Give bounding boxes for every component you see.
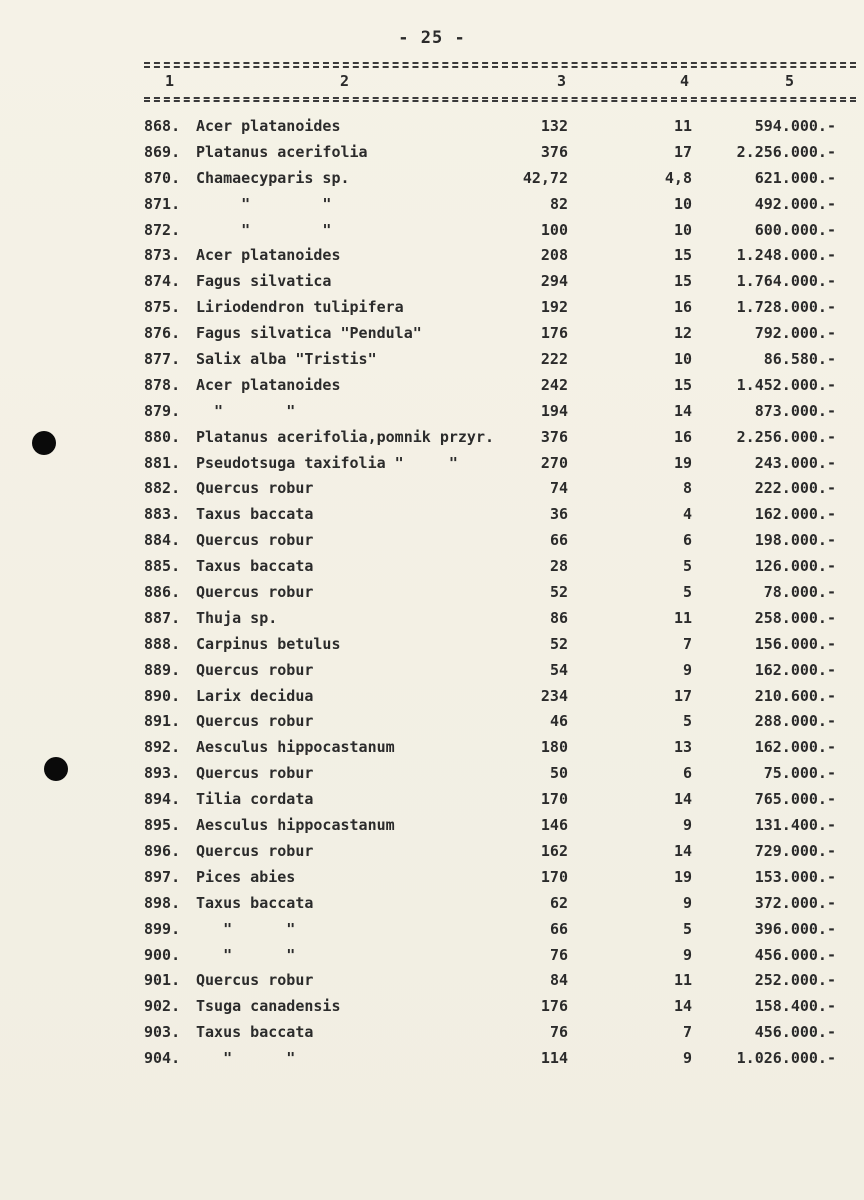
column-4-value: 16: [673, 427, 692, 446]
column-3-value: 294: [540, 272, 568, 291]
column-3-value: 46: [549, 712, 568, 731]
species-name: Tilia cordata: [196, 790, 314, 809]
column-4-value: 14: [673, 790, 692, 809]
row-number: 876.: [144, 324, 181, 343]
table-row: [0, 632, 864, 658]
species-name: " ": [196, 945, 296, 964]
column-5-value: 126.000.-: [754, 557, 836, 576]
column-5-value: 210.600.-: [754, 686, 836, 705]
species-name: " ": [196, 401, 296, 420]
species-name: " ": [196, 194, 332, 213]
column-5-value: 1.026.000.-: [736, 1049, 836, 1068]
column-5-value: 594.000.-: [754, 117, 836, 135]
row-number: 892.: [144, 738, 181, 757]
column-4-value: 15: [673, 272, 692, 291]
table-row: [0, 943, 864, 969]
column-4-value: 15: [673, 246, 692, 265]
column-4-value: 5: [682, 583, 692, 602]
column-5-value: 456.000.-: [754, 945, 836, 964]
column-5-value: 162.000.-: [754, 505, 836, 524]
row-number: 893.: [144, 764, 181, 783]
species-name: Platanus acerifolia: [196, 142, 368, 161]
species-name: Pices abies: [196, 867, 296, 886]
species-name: Taxus baccata: [196, 557, 314, 576]
column-4-value: 11: [673, 608, 692, 627]
column-4-value: 14: [673, 841, 692, 860]
table-row: [0, 917, 864, 943]
table-row: [0, 787, 864, 813]
column-3-value: 82: [549, 194, 568, 213]
column-4-value: 15: [673, 375, 692, 394]
table-row: [0, 528, 864, 554]
row-number: 873.: [144, 246, 181, 265]
species-name: Taxus baccata: [196, 1023, 314, 1042]
column-3-value: 114: [540, 1049, 568, 1068]
row-number: 879.: [144, 401, 181, 420]
table-row: [0, 166, 864, 192]
table-row: [0, 839, 864, 865]
column-header-4: 4: [680, 72, 690, 90]
column-4-value: 10: [673, 220, 692, 239]
species-name: Thuja sp.: [196, 608, 278, 627]
column-5-value: 86.580.-: [763, 350, 836, 369]
table-row: [0, 709, 864, 735]
row-number: 902.: [144, 997, 181, 1016]
table-row: [0, 658, 864, 684]
column-3-value: 194: [540, 401, 568, 420]
column-5-value: 873.000.-: [754, 401, 836, 420]
table-row: [0, 606, 864, 632]
column-5-value: 162.000.-: [754, 660, 836, 679]
column-4-value: 5: [682, 712, 692, 731]
row-number: 874.: [144, 272, 181, 291]
table-row: [0, 865, 864, 891]
column-4-value: 4: [682, 505, 692, 524]
table-row: [0, 218, 864, 244]
row-number: 883.: [144, 505, 181, 524]
row-number: 869.: [144, 142, 181, 161]
column-3-value: 66: [549, 531, 568, 550]
column-3-value: 162: [540, 841, 568, 860]
column-5-value: 456.000.-: [754, 1023, 836, 1042]
table-row: [0, 140, 864, 166]
species-name: Acer platanoides: [196, 375, 341, 394]
column-4-value: 9: [682, 945, 692, 964]
header-rule: [144, 66, 856, 68]
row-number: 889.: [144, 660, 181, 679]
row-number: 871.: [144, 194, 181, 213]
column-3-value: 42,72: [522, 168, 568, 187]
column-3-value: 86: [549, 608, 568, 627]
column-4-value: 19: [673, 453, 692, 472]
table-row: [0, 295, 864, 321]
row-number: 886.: [144, 583, 181, 602]
column-4-value: 19: [673, 867, 692, 886]
row-number: 894.: [144, 790, 181, 809]
row-number: 896.: [144, 841, 181, 860]
column-3-value: 54: [549, 660, 568, 679]
column-3-value: 36: [549, 505, 568, 524]
table-row: [0, 554, 864, 580]
row-number: 904.: [144, 1049, 181, 1068]
column-5-value: 252.000.-: [754, 971, 836, 990]
table-row: [0, 735, 864, 761]
table-row: [0, 399, 864, 425]
row-number: 895.: [144, 816, 181, 835]
column-3-value: 222: [540, 350, 568, 369]
table-row: [0, 451, 864, 477]
column-4-value: 12: [673, 324, 692, 343]
table-row: [0, 1046, 864, 1072]
column-4-value: 16: [673, 298, 692, 317]
column-5-value: 396.000.-: [754, 919, 836, 938]
column-5-value: 78.000.-: [763, 583, 836, 602]
header-rule: [144, 100, 856, 102]
row-number: 872.: [144, 220, 181, 239]
table-row: [0, 243, 864, 269]
species-name: Chamaecyparis sp.: [196, 168, 350, 187]
column-5-value: 158.400.-: [754, 997, 836, 1016]
column-4-value: 4,8: [664, 168, 692, 187]
column-3-value: 208: [540, 246, 568, 265]
column-3-value: 84: [549, 971, 568, 990]
column-5-value: 621.000.-: [754, 168, 836, 187]
column-header-1: 1: [165, 72, 175, 90]
header-rule: [144, 97, 856, 99]
column-5-value: 765.000.-: [754, 790, 836, 809]
species-name: Quercus robur: [196, 841, 314, 860]
column-5-value: 1.764.000.-: [736, 272, 836, 291]
column-4-value: 14: [673, 401, 692, 420]
row-number: 878.: [144, 375, 181, 394]
column-3-value: 242: [540, 375, 568, 394]
row-number: 890.: [144, 686, 181, 705]
column-3-value: 376: [540, 142, 568, 161]
column-3-value: 146: [540, 816, 568, 835]
column-5-value: 258.000.-: [754, 608, 836, 627]
column-5-value: 222.000.-: [754, 479, 836, 498]
row-number: 891.: [144, 712, 181, 731]
table-row: [0, 994, 864, 1020]
species-name: Quercus robur: [196, 971, 314, 990]
table-row: [0, 476, 864, 502]
column-header-2: 2: [340, 72, 350, 90]
species-name: Fagus silvatica "Pendula": [196, 324, 422, 343]
column-4-value: 8: [682, 479, 692, 498]
row-number: 881.: [144, 453, 181, 472]
table-row: [0, 502, 864, 528]
row-number: 870.: [144, 168, 181, 187]
column-4-value: 17: [673, 686, 692, 705]
species-name: Pseudotsuga taxifolia " ": [196, 453, 458, 472]
table-row: [0, 425, 864, 451]
column-header-5: 5: [785, 72, 795, 90]
column-3-value: 192: [540, 298, 568, 317]
row-number: 900.: [144, 945, 181, 964]
table-row: [0, 192, 864, 218]
species-name: " ": [196, 220, 332, 239]
column-3-value: 76: [549, 1023, 568, 1042]
column-5-value: 2.256.000.-: [736, 142, 836, 161]
column-3-value: 52: [549, 634, 568, 653]
species-name: " ": [196, 919, 296, 938]
column-3-value: 270: [540, 453, 568, 472]
table-row: [0, 347, 864, 373]
species-name: Salix alba "Tristis": [196, 350, 377, 369]
column-5-value: 1.248.000.-: [736, 246, 836, 265]
column-3-value: 74: [549, 479, 568, 498]
table-row: [0, 813, 864, 839]
column-4-value: 17: [673, 142, 692, 161]
table-row: [0, 321, 864, 347]
row-number: 884.: [144, 531, 181, 550]
header-rule: [144, 62, 856, 64]
column-4-value: 14: [673, 997, 692, 1016]
row-number: 899.: [144, 919, 181, 938]
column-3-value: 50: [549, 764, 568, 783]
column-5-value: 198.000.-: [754, 531, 836, 550]
row-number: 880.: [144, 427, 181, 446]
column-5-value: 792.000.-: [754, 324, 836, 343]
column-4-value: 6: [682, 531, 692, 550]
species-name: Quercus robur: [196, 583, 314, 602]
species-name: Carpinus betulus: [196, 634, 341, 653]
column-header-3: 3: [557, 72, 567, 90]
column-3-value: 52: [549, 583, 568, 602]
column-5-value: 600.000.-: [754, 220, 836, 239]
column-4-value: 7: [682, 634, 692, 653]
column-5-value: 729.000.-: [754, 841, 836, 860]
species-name: Quercus robur: [196, 531, 314, 550]
column-3-value: 170: [540, 867, 568, 886]
column-4-value: 9: [682, 816, 692, 835]
species-name: Larix decidua: [196, 686, 314, 705]
column-5-value: 75.000.-: [763, 764, 836, 783]
column-3-value: 170: [540, 790, 568, 809]
row-number: 885.: [144, 557, 181, 576]
row-number: 888.: [144, 634, 181, 653]
row-number: 882.: [144, 479, 181, 498]
row-number: 897.: [144, 867, 181, 886]
column-4-value: 13: [673, 738, 692, 757]
row-number: 875.: [144, 298, 181, 317]
column-3-value: 76: [549, 945, 568, 964]
column-4-value: 7: [682, 1023, 692, 1042]
row-number: 898.: [144, 893, 181, 912]
column-4-value: 10: [673, 194, 692, 213]
species-name: Quercus robur: [196, 764, 314, 783]
table-row: [0, 373, 864, 399]
species-name: Aesculus hippocastanum: [196, 816, 395, 835]
column-5-value: 156.000.-: [754, 634, 836, 653]
column-5-value: 162.000.-: [754, 738, 836, 757]
row-number: 903.: [144, 1023, 181, 1042]
species-name: Fagus silvatica: [196, 272, 332, 291]
column-4-value: 9: [682, 1049, 692, 1068]
species-name: Tsuga canadensis: [196, 997, 341, 1016]
column-3-value: 180: [540, 738, 568, 757]
table-row: [0, 684, 864, 710]
species-name: Platanus acerifolia,pomnik przyr.: [196, 427, 495, 446]
column-3-value: 62: [549, 893, 568, 912]
column-4-value: 11: [673, 117, 692, 135]
column-4-value: 5: [682, 557, 692, 576]
column-4-value: 10: [673, 350, 692, 369]
column-4-value: 9: [682, 660, 692, 679]
species-name: Acer platanoides: [196, 246, 341, 265]
table-row: [0, 891, 864, 917]
row-number: 877.: [144, 350, 181, 369]
column-3-value: 28: [549, 557, 568, 576]
column-4-value: 11: [673, 971, 692, 990]
species-name: Taxus baccata: [196, 505, 314, 524]
column-5-value: 288.000.-: [754, 712, 836, 731]
column-3-value: 176: [540, 997, 568, 1016]
column-5-value: 153.000.-: [754, 867, 836, 886]
column-5-value: 492.000.-: [754, 194, 836, 213]
column-4-value: 6: [682, 764, 692, 783]
column-3-value: 376: [540, 427, 568, 446]
table-body: [0, 114, 864, 1072]
column-5-value: 1.452.000.-: [736, 375, 836, 394]
species-name: Liriodendron tulipifera: [196, 298, 404, 317]
row-number: 901.: [144, 971, 181, 990]
row-number: 868.: [144, 117, 181, 135]
page-number: - 25 -: [398, 28, 466, 48]
species-name: " ": [196, 1049, 296, 1068]
column-4-value: 9: [682, 893, 692, 912]
species-name: Aesculus hippocastanum: [196, 738, 395, 757]
table-row: [0, 269, 864, 295]
column-5-value: 243.000.-: [754, 453, 836, 472]
column-3-value: 100: [540, 220, 568, 239]
table-row: [0, 1020, 864, 1046]
column-5-value: 372.000.-: [754, 893, 836, 912]
table-row: [0, 968, 864, 994]
column-5-value: 131.400.-: [754, 816, 836, 835]
row-number: 887.: [144, 608, 181, 627]
column-3-value: 132: [540, 117, 568, 135]
species-name: Quercus robur: [196, 712, 314, 731]
column-3-value: 66: [549, 919, 568, 938]
column-5-value: 1.728.000.-: [736, 298, 836, 317]
table-row: [0, 580, 864, 606]
species-name: Acer platanoides: [196, 117, 341, 135]
column-4-value: 5: [682, 919, 692, 938]
species-name: Quercus robur: [196, 660, 314, 679]
species-name: Quercus robur: [196, 479, 314, 498]
species-name: Taxus baccata: [196, 893, 314, 912]
table-row: [0, 761, 864, 787]
column-3-value: 234: [540, 686, 568, 705]
column-3-value: 176: [540, 324, 568, 343]
column-5-value: 2.256.000.-: [736, 427, 836, 446]
table-row: [0, 114, 864, 140]
